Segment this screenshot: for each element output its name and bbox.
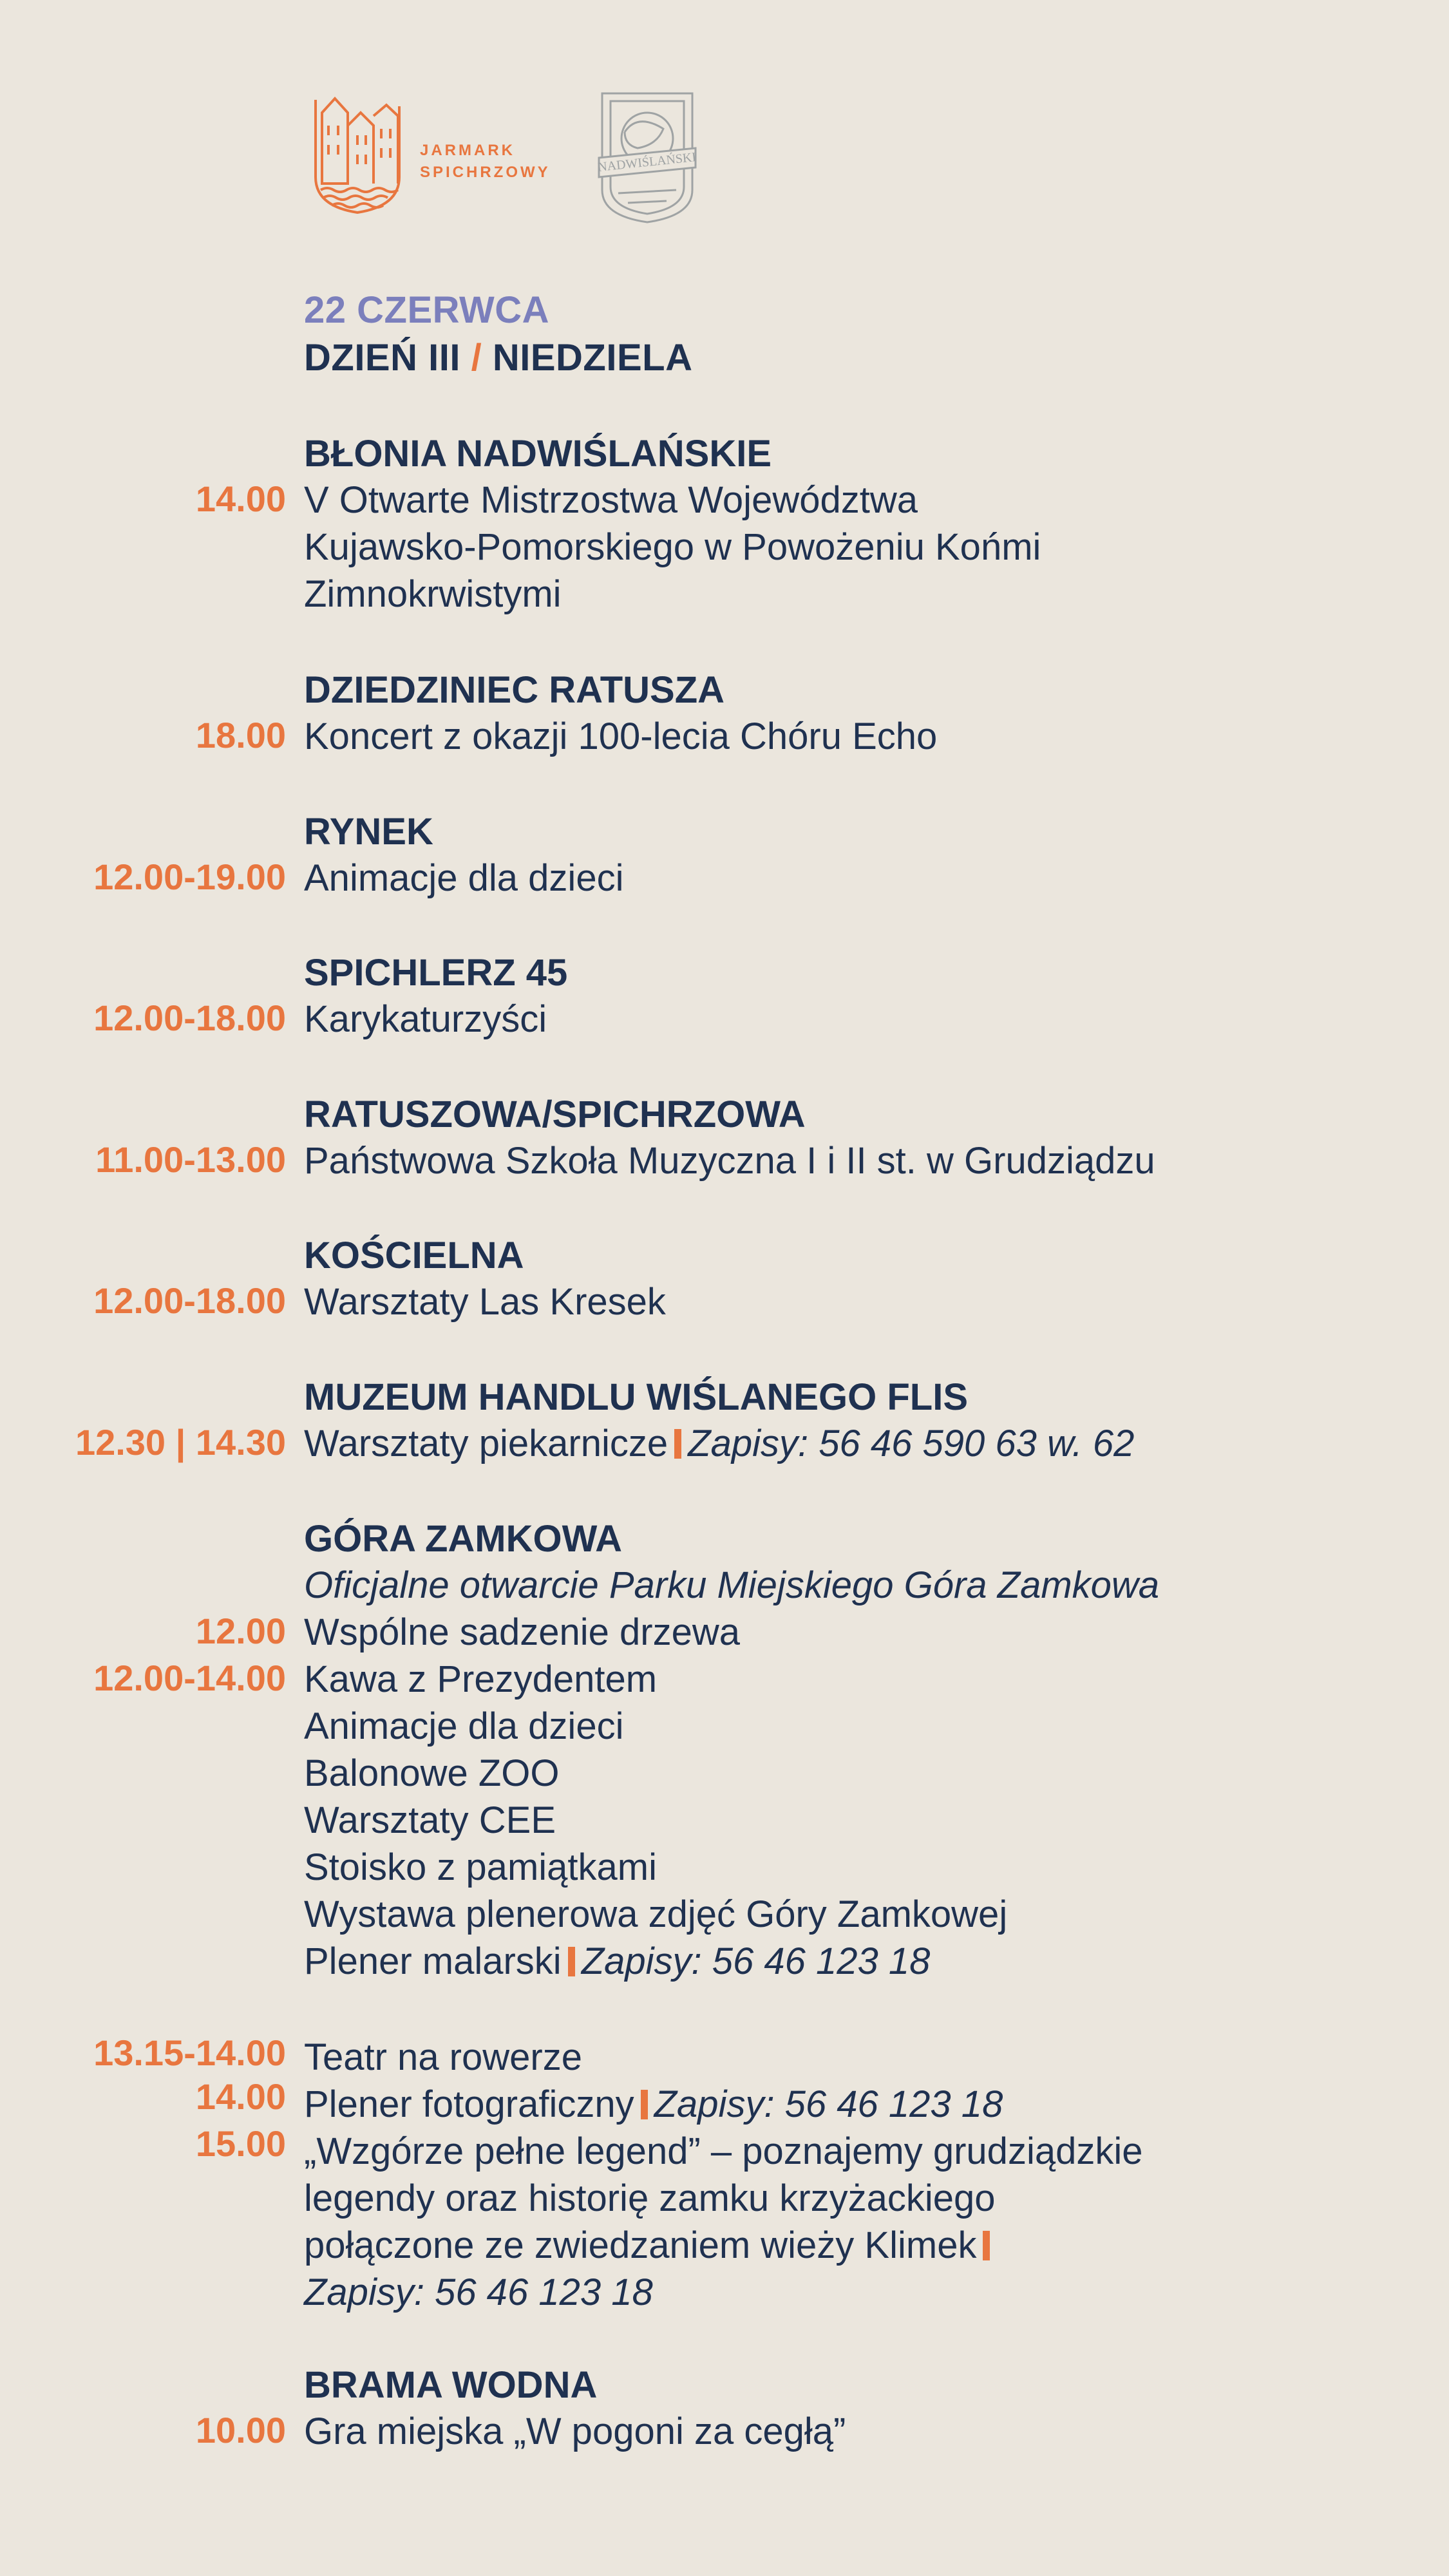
jarmark-logo-icon [309, 87, 406, 216]
logo-text-line-1: JARMARK [420, 142, 515, 159]
gora-line-11b: legendy oraz historię zamku krzyżackiego [304, 2177, 996, 2219]
koscielna-time: 12.00-18.00 [93, 1280, 286, 1321]
blonia-line-3: Zimnokrwistymi [304, 573, 562, 615]
event-day [304, 336, 692, 379]
gora-line-3: Animacje dla dzieci [304, 1705, 624, 1747]
gora-time-10: 14.00 [195, 2076, 286, 2117]
gora-time-2: 12.00-14.00 [93, 1658, 286, 1698]
gora-line-11a: „Wzgórze pełne legend” – poznajemy grudziądzkie [304, 2130, 1143, 2172]
day-number: DZIEŃ III [304, 337, 460, 379]
day-separator: / [471, 337, 482, 379]
gora-line-8 [304, 1938, 930, 1985]
venue-dziedziniec-title: DZIEDZINIEC RATUSZA [304, 669, 725, 711]
nadwislanski-emblem-icon [592, 87, 702, 225]
ratuszowa-time: 11.00-13.00 [95, 1139, 286, 1180]
gora-line-11c [304, 2222, 996, 2269]
dziedziniec-time: 18.00 [195, 715, 286, 755]
venue-spichlerz-title: SPICHLERZ 45 [304, 952, 568, 994]
gora-line-7: Wystawa plenerowa zdjęć Góry Zamkowej [304, 1893, 1008, 1935]
venue-rynek-title: RYNEK [304, 811, 433, 853]
venue-koscielna-title: KOŚCIELNA [304, 1235, 524, 1276]
day-name: NIEDZIELA [492, 337, 693, 379]
jarmark-logo-text [420, 140, 551, 184]
gora-line-1: Wspólne sadzenie drzewa [304, 1611, 741, 1653]
gora-time-1: 12.00 [195, 1611, 286, 1651]
muzeum-registration: Zapisy: 56 46 590 63 w. 62 [688, 1423, 1135, 1464]
gora-time-11: 15.00 [195, 2123, 286, 2164]
event-date: 22 CZERWCA [304, 289, 549, 331]
venue-gora-title: GÓRA ZAMKOWA [304, 1518, 623, 1560]
separator-bar [674, 1429, 681, 1459]
rynek-time: 12.00-19.00 [93, 857, 286, 897]
brama-line: Gra miejska „W pogoni za cegłą” [304, 2410, 846, 2452]
koscielna-line: Warsztaty Las Kresek [304, 1281, 666, 1323]
gora-line-4: Balonowe ZOO [304, 1752, 560, 1794]
gora-line-6: Stoisko z pamiątkami [304, 1846, 657, 1888]
gora-line-5: Warsztaty CEE [304, 1799, 556, 1841]
venue-ratuszowa-title: RATUSZOWA/SPICHRZOWA [304, 1094, 806, 1135]
logo-text-line-2: SPICHRZOWY [420, 164, 551, 181]
rynek-line: Animacje dla dzieci [304, 857, 624, 899]
spichlerz-time: 12.00-18.00 [93, 998, 286, 1038]
separator-bar [641, 2090, 648, 2119]
muzeum-activity: Warsztaty piekarnicze [304, 1423, 668, 1464]
muzeum-line [304, 1420, 1134, 1468]
muzeum-time: 12.30 | 14.30 [75, 1422, 286, 1463]
zwiedzanie-wiezy: połączone ze zwiedzaniem wieży Klimek [304, 2224, 977, 2266]
gora-time-9: 13.15-14.00 [93, 2032, 286, 2073]
gora-intro: Oficjalne otwarcie Parku Miejskiego Góra Zamkowa [304, 1564, 1160, 1606]
blonia-line-1: V Otwarte Mistrzostwa Województwa [304, 479, 918, 521]
venue-brama-title: BRAMA WODNA [304, 2364, 598, 2406]
separator-bar [983, 2231, 990, 2260]
plener-malarski: Plener malarski [304, 1940, 562, 1982]
separator-bar [568, 1947, 575, 1976]
nadwislanski-label: NADWIŚLAŃSKI [597, 150, 697, 175]
blonia-time: 14.00 [195, 478, 286, 519]
brama-time: 10.00 [195, 2410, 286, 2450]
gora-line-2: Kawa z Prezydentem [304, 1658, 658, 1700]
venue-blonia-title: BŁONIA NADWIŚLAŃSKIE [304, 433, 772, 475]
plener-fotograficzny: Plener fotograficzny [304, 2083, 634, 2125]
blonia-line-2: Kujawsko-Pomorskiego w Powożeniu Końmi [304, 526, 1041, 568]
dziedziniec-line: Koncert z okazji 100-lecia Chóru Echo [304, 715, 938, 757]
ratuszowa-line: Państwowa Szkoła Muzyczna I i II st. w Grudziądzu [304, 1140, 1155, 1182]
spichlerz-line: Karykaturzyści [304, 998, 547, 1040]
gora-registration-11: Zapisy: 56 46 123 18 [304, 2271, 653, 2313]
gora-line-10 [304, 2081, 1003, 2128]
gora-registration-10: Zapisy: 56 46 123 18 [654, 2083, 1003, 2125]
gora-line-9: Teatr na rowerze [304, 2036, 582, 2078]
venue-muzeum-title: MUZEUM HANDLU WIŚLANEGO FLIS [304, 1376, 969, 1418]
gora-registration-8: Zapisy: 56 46 123 18 [581, 1940, 931, 1982]
